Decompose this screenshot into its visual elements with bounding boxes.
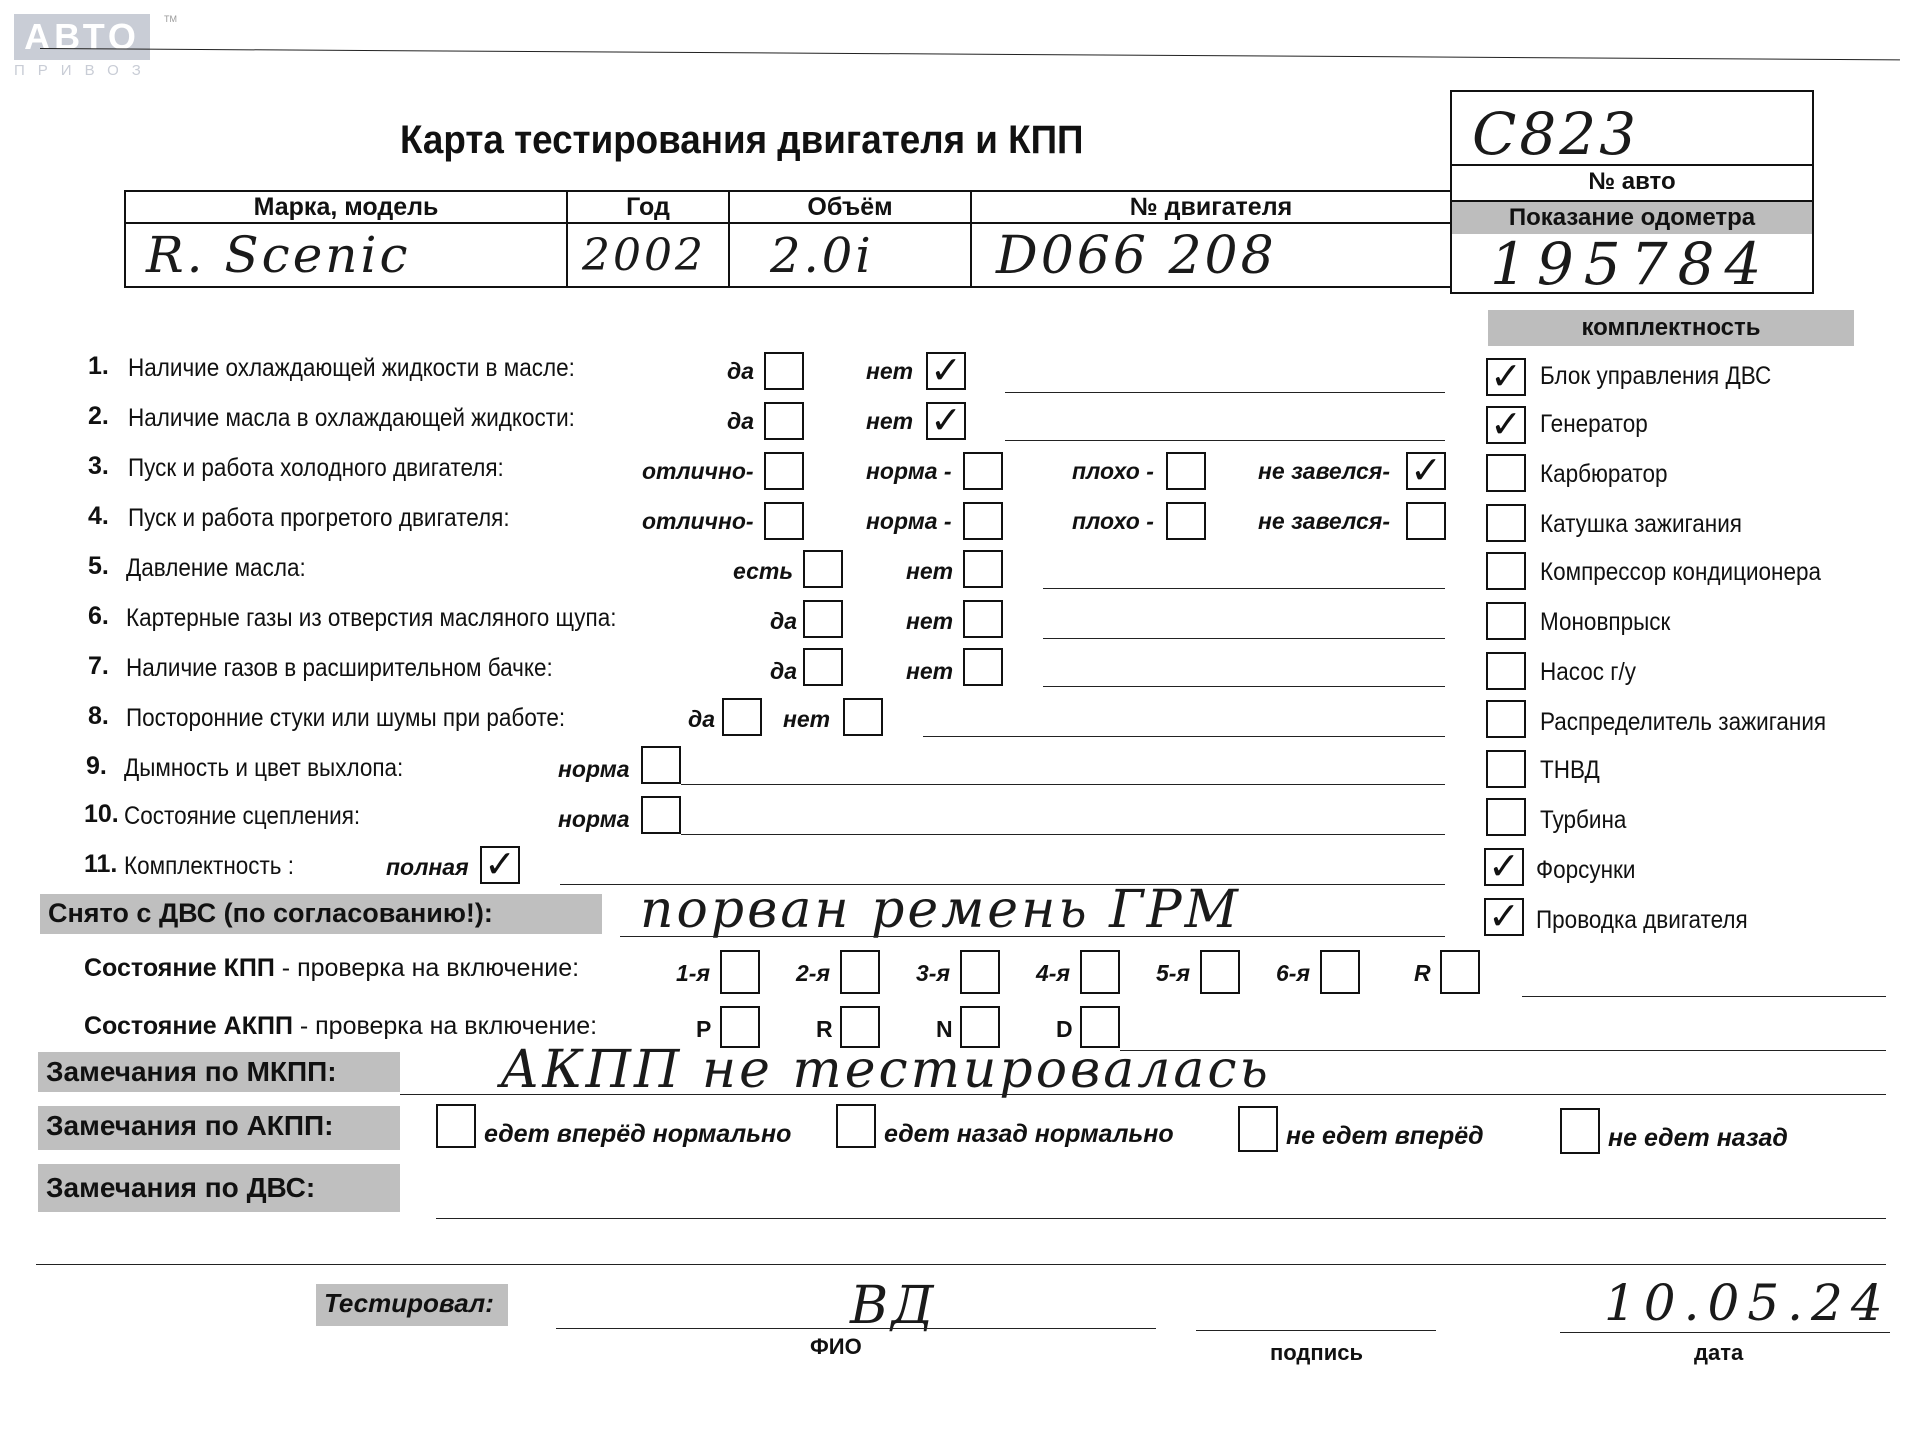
option-checkbox[interactable] <box>480 842 520 887</box>
question-text: Состояние сцепления: <box>124 802 361 830</box>
question-number: 5. <box>88 552 109 580</box>
akpp-remark-label: едет вперёд нормально <box>484 1120 792 1148</box>
option-checkbox[interactable] <box>764 402 804 440</box>
top-border-line <box>40 48 1900 60</box>
gear-checkbox[interactable] <box>960 950 1000 994</box>
remarks-akpp-label: Замечания по АКПП: <box>38 1106 400 1150</box>
completeness-item-label: Распределитель зажигания <box>1540 708 1827 736</box>
gear-label: 3-я <box>916 960 950 986</box>
answer-line <box>681 834 1445 835</box>
checkmark-icon: ✓ <box>930 348 962 393</box>
kpp-answer-line <box>1522 996 1886 997</box>
akpp-mode-label: R <box>816 1016 833 1042</box>
question-text: Давление масла: <box>126 554 306 582</box>
question-number: 10. <box>84 800 119 828</box>
option-label: да <box>770 608 798 634</box>
option-checkbox[interactable] <box>963 452 1003 490</box>
option-checkbox[interactable] <box>963 550 1003 588</box>
tester-name-value: ВД <box>850 1276 937 1336</box>
akpp-mode-label: D <box>1056 1016 1073 1042</box>
question-text: Пуск и работа холодного двигателя: <box>128 454 504 482</box>
question-text: Дымность и цвет выхлопа: <box>124 754 404 782</box>
option-checkbox[interactable] <box>764 452 804 490</box>
completeness-item-label: Карбюратор <box>1540 460 1668 488</box>
completeness-checkbox[interactable] <box>1486 750 1526 788</box>
completeness-checkbox[interactable] <box>1486 354 1526 399</box>
signature-caption: подпись <box>1270 1340 1363 1365</box>
akpp-label <box>84 1012 597 1041</box>
option-checkbox[interactable] <box>764 502 804 540</box>
odometer-label: Показание одометра <box>1452 200 1812 234</box>
akpp-mode-label: P <box>696 1016 712 1042</box>
question-number: 7. <box>88 652 109 680</box>
checkmark-icon: ✓ <box>1490 354 1522 399</box>
option-label: да <box>727 358 755 384</box>
page-title: Карта тестирования двигателя и КПП <box>400 118 1084 162</box>
option-label: нет <box>906 608 954 634</box>
completeness-item-label: Турбина <box>1540 806 1627 834</box>
column-header-volume: Объём <box>729 191 971 223</box>
column-header-year: Год <box>567 191 729 223</box>
question-number: 4. <box>88 502 109 530</box>
option-checkbox[interactable] <box>803 600 843 638</box>
name-line <box>556 1328 1156 1329</box>
option-label: норма - <box>866 508 952 534</box>
volume-value: 2.0i <box>770 228 874 284</box>
answer-line <box>1005 440 1445 441</box>
option-checkbox[interactable] <box>764 352 804 390</box>
checkmark-icon: ✓ <box>930 398 962 443</box>
completeness-item-label: Компрессор кондиционера <box>1540 558 1822 586</box>
answer-line <box>1043 686 1445 687</box>
checkmark-icon: ✓ <box>484 842 516 887</box>
signature-line <box>1196 1330 1436 1331</box>
option-label: плохо - <box>1072 458 1154 484</box>
kpp-label-rest: - проверка на включение: <box>274 954 580 982</box>
question-text: Наличие охлаждающей жидкости в масле: <box>128 354 575 382</box>
akpp-remark-checkbox[interactable] <box>1238 1106 1278 1152</box>
remarks-dvs-label: Замечания по ДВС: <box>38 1164 400 1212</box>
gear-label: R <box>1414 960 1431 986</box>
date-value: 10.05.24 <box>1604 1274 1891 1332</box>
removed-answer-line <box>620 936 1445 937</box>
car-number-block <box>1450 90 1814 298</box>
answer-line <box>1043 638 1445 639</box>
name-caption: ФИО <box>810 1334 862 1359</box>
answer-line <box>923 736 1445 737</box>
completeness-checkbox[interactable] <box>1486 700 1526 738</box>
remarks-mkpp-note: АКПП не тестировалась <box>500 1040 1271 1100</box>
gear-checkbox[interactable] <box>1440 950 1480 994</box>
option-label: нет <box>906 658 954 684</box>
option-label: да <box>727 408 755 434</box>
remarks-dvs-line <box>436 1218 1886 1219</box>
date-caption: дата <box>1694 1340 1744 1365</box>
option-checkbox[interactable] <box>963 502 1003 540</box>
checkmark-icon: ✓ <box>1488 844 1520 889</box>
question-text: Посторонние стуки или шумы при работе: <box>126 704 566 732</box>
akpp-remark-label: едет назад нормально <box>884 1120 1174 1148</box>
checkmark-icon: ✓ <box>1488 894 1520 939</box>
option-label: норма <box>558 756 630 782</box>
akpp-remark-label: не едет вперёд <box>1286 1122 1484 1150</box>
kpp-label <box>84 954 579 983</box>
option-checkbox[interactable] <box>1166 502 1206 540</box>
akpp-label-bold: Состояние АКПП <box>84 1012 293 1040</box>
completeness-checkbox[interactable] <box>1486 402 1526 447</box>
completeness-item-label: ТНВД <box>1540 756 1600 784</box>
gear-checkbox[interactable] <box>840 950 880 994</box>
gear-checkbox[interactable] <box>1200 950 1240 994</box>
option-checkbox[interactable] <box>963 648 1003 686</box>
question-number: 11. <box>84 850 118 878</box>
question-number: 8. <box>88 702 109 730</box>
completeness-item-label: Насос г/у <box>1540 658 1636 686</box>
option-label: не завелся- <box>1258 458 1390 484</box>
watermark-brand: АВТО <box>14 14 150 60</box>
question-text: Комплектность : <box>124 852 295 880</box>
option-checkbox[interactable] <box>641 746 681 784</box>
gear-label: 4-я <box>1036 960 1070 986</box>
option-label: не завелся- <box>1258 508 1390 534</box>
option-label: плохо - <box>1072 508 1154 534</box>
completeness-item-label: Катушка зажигания <box>1540 510 1742 538</box>
akpp-remark-label: не едет назад <box>1608 1124 1788 1152</box>
completeness-checkbox[interactable] <box>1484 844 1524 889</box>
akpp-remark-checkbox[interactable] <box>436 1104 476 1148</box>
option-checkbox[interactable] <box>843 698 883 736</box>
option-checkbox[interactable] <box>1406 502 1446 540</box>
option-checkbox[interactable] <box>1166 452 1206 490</box>
option-label: есть <box>733 558 793 584</box>
option-checkbox[interactable] <box>803 550 843 588</box>
gear-checkbox[interactable] <box>1080 950 1120 994</box>
option-label: норма - <box>866 458 952 484</box>
gear-checkbox[interactable] <box>720 950 760 994</box>
question-text: Картерные газы из отверстия масляного щупа: <box>126 604 617 632</box>
completeness-checkbox[interactable] <box>1486 652 1526 690</box>
option-label: полная <box>386 854 469 880</box>
odometer-value: 195784 <box>1490 230 1772 298</box>
option-checkbox[interactable] <box>722 698 762 736</box>
question-number: 9. <box>86 752 107 780</box>
gear-checkbox[interactable] <box>1320 950 1360 994</box>
option-checkbox[interactable] <box>926 398 966 443</box>
akpp-label-rest: - проверка на включение: <box>292 1012 598 1040</box>
vehicle-info-table <box>124 190 1452 288</box>
option-checkbox[interactable] <box>1406 448 1446 493</box>
gear-label: 6-я <box>1276 960 1310 986</box>
question-number: 1. <box>88 352 109 380</box>
column-header-model: Марка, модель <box>125 191 567 223</box>
option-label: отлично- <box>642 508 754 534</box>
akpp-mode-label: N <box>936 1016 953 1042</box>
option-label: нет <box>906 558 954 584</box>
completeness-checkbox[interactable] <box>1486 454 1526 492</box>
option-checkbox[interactable] <box>926 348 966 393</box>
gear-label: 1-я <box>676 960 710 986</box>
completeness-item-label: Блок управления ДВС <box>1540 362 1772 390</box>
watermark-sub: ПРИВОЗ <box>14 62 154 79</box>
question-number: 2. <box>88 402 109 430</box>
answer-line <box>1043 588 1445 589</box>
option-label: нет <box>783 706 831 732</box>
option-checkbox[interactable] <box>963 600 1003 638</box>
checkmark-icon: ✓ <box>1410 448 1442 493</box>
question-text: Наличие масла в охлаждающей жидкости: <box>128 404 575 432</box>
option-label: нет <box>866 408 914 434</box>
akpp-remark-checkbox[interactable] <box>836 1104 876 1148</box>
remarks-mkpp-line <box>400 1094 1886 1095</box>
completeness-checkbox[interactable] <box>1486 504 1526 542</box>
completeness-item-label: Генератор <box>1540 410 1648 438</box>
option-checkbox[interactable] <box>803 648 843 686</box>
completeness-checkbox[interactable] <box>1486 798 1526 836</box>
kpp-label-bold: Состояние КПП <box>84 954 275 982</box>
option-label: норма <box>558 806 630 832</box>
removed-note: порван ремень ГРМ <box>640 880 1241 940</box>
option-label: да <box>688 706 716 732</box>
question-text: Наличие газов в расширительном бачке: <box>126 654 553 682</box>
section-separator <box>36 1264 1886 1265</box>
option-checkbox[interactable] <box>641 796 681 834</box>
remarks-mkpp-label: Замечания по МКПП: <box>38 1052 400 1092</box>
answer-line <box>681 784 1445 785</box>
completeness-item-label: Форсунки <box>1536 856 1636 884</box>
option-label: нет <box>866 358 914 384</box>
question-number: 3. <box>88 452 109 480</box>
checkmark-icon: ✓ <box>1490 402 1522 447</box>
question-number: 6. <box>88 602 109 630</box>
answer-line <box>1005 392 1445 393</box>
completeness-checkbox[interactable] <box>1486 602 1526 640</box>
column-header-engine-number: № двигателя <box>971 191 1451 223</box>
option-label: отлично- <box>642 458 754 484</box>
completeness-checkbox[interactable] <box>1486 552 1526 590</box>
engine-number-value: D066 208 <box>996 226 1277 286</box>
date-line <box>1560 1332 1890 1333</box>
model-value: R. Scenic <box>146 226 411 284</box>
watermark-tm: TM <box>164 14 177 24</box>
year-value: 2002 <box>582 230 706 281</box>
option-label: да <box>770 658 798 684</box>
car-number-value: С823 <box>1472 100 1640 168</box>
completeness-item-label: Моновпрыск <box>1540 608 1671 636</box>
completeness-checkbox[interactable] <box>1484 894 1524 939</box>
removed-label: Снято с ДВС (по согласованию!): <box>40 894 602 934</box>
car-number-label: № авто <box>1452 164 1812 196</box>
tested-by-label: Тестировал: <box>316 1284 508 1326</box>
question-text: Пуск и работа прогретого двигателя: <box>128 504 510 532</box>
akpp-remark-checkbox[interactable] <box>1560 1108 1600 1154</box>
gear-label: 2-я <box>796 960 830 986</box>
completeness-item-label: Проводка двигателя <box>1536 906 1748 934</box>
gear-label: 5-я <box>1156 960 1190 986</box>
completeness-heading: комплектность <box>1488 310 1854 346</box>
